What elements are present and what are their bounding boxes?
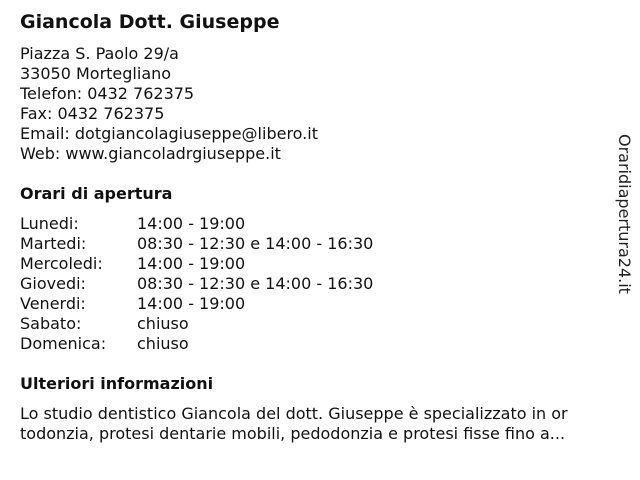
description-text: [20, 404, 620, 444]
day-label: Domenica:: [20, 334, 107, 353]
hours-row-wednesday: [20, 254, 373, 274]
watermark-text: Oraridiapertura24.it: [615, 134, 634, 294]
time-value: 08:30 - 12:30 e 14:00 - 16:30: [137, 274, 374, 293]
hours-row-thursday: [20, 274, 373, 294]
website-address: Web: www.giancoladrgiuseppe.it: [20, 144, 281, 163]
address-city: 33050 Mortegliano: [20, 64, 172, 83]
hours-row-tuesday: [20, 234, 373, 254]
business-title: Giancola Dott. Giuseppe: [20, 11, 280, 33]
time-value: 14:00 - 19:00: [137, 214, 246, 233]
description-line: todonzia, protesi dentarie mobili, pedodonzia e protesi fisse fino a...: [20, 424, 566, 443]
additional-info-heading: Ulteriori informazioni: [20, 374, 214, 393]
address-street: Piazza S. Paolo 29/a: [20, 44, 179, 63]
time-value: 14:00 - 19:00: [137, 254, 246, 273]
opening-hours-heading: Orari di apertura: [20, 184, 173, 203]
description-line: Lo studio dentistico Giancola del dott. Giuseppe è specializzato in or: [20, 404, 568, 423]
day-label: Venerdi:: [20, 294, 86, 313]
contact-block: [20, 44, 318, 164]
day-label: Mercoledi:: [20, 254, 103, 273]
day-label: Martedi:: [20, 234, 87, 253]
time-value: 08:30 - 12:30 e 14:00 - 16:30: [137, 234, 374, 253]
phone-number: Telefon: 0432 762375: [20, 84, 195, 103]
hours-row-sunday: [20, 334, 373, 354]
hours-row-friday: [20, 294, 373, 314]
time-value: chiuso: [137, 334, 189, 353]
hours-row-saturday: [20, 314, 373, 334]
time-value: 14:00 - 19:00: [137, 294, 246, 313]
time-value: chiuso: [137, 314, 189, 333]
day-label: Lunedi:: [20, 214, 79, 233]
site-watermark: [612, 134, 636, 310]
email-address: Email: dotgiancolagiuseppe@libero.it: [20, 124, 318, 143]
opening-hours-table: [20, 214, 373, 354]
fax-number: Fax: 0432 762375: [20, 104, 165, 123]
day-label: Giovedi:: [20, 274, 86, 293]
hours-row-monday: [20, 214, 373, 234]
day-label: Sabato:: [20, 314, 82, 333]
